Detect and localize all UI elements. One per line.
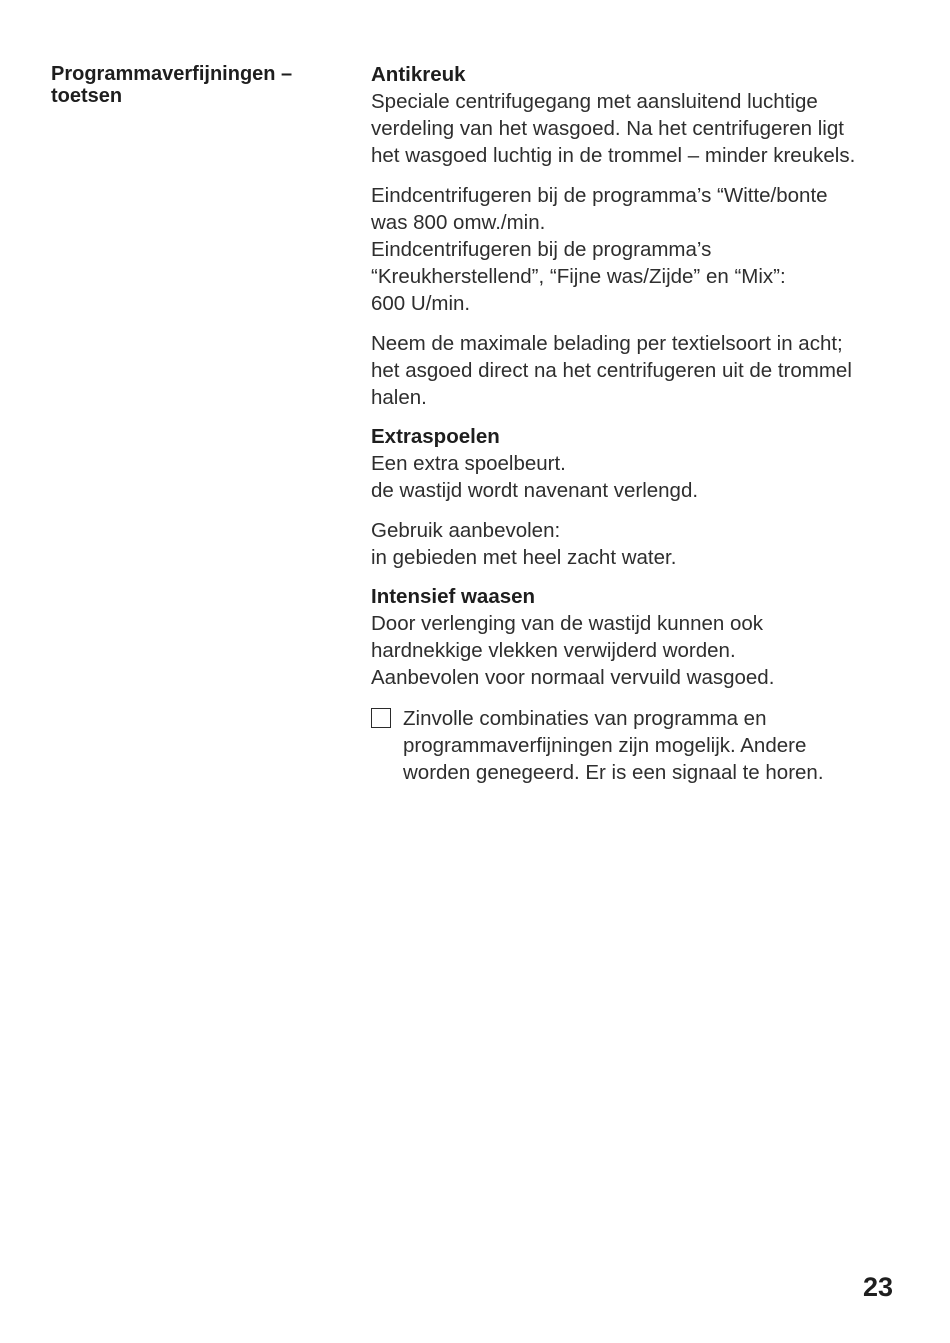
intensief-title: Intensief waasen xyxy=(371,585,536,608)
note-box-icon xyxy=(371,708,391,728)
text-line: het asgoed direct na het centrifugeren uit de trommel xyxy=(371,359,852,382)
text-line: Neem de maximale belading per textielsoort in acht; xyxy=(371,332,843,355)
intensief-paragraph-1 xyxy=(371,610,916,691)
extraspoelen-paragraph-2 xyxy=(371,517,916,571)
text-line: Aanbevolen voor normaal vervuild wasgoed. xyxy=(371,666,775,689)
antikreuk-section xyxy=(371,61,916,411)
text-line: hardnekkige vlekken verwijderd worden. xyxy=(371,639,736,662)
antikreuk-paragraph-2 xyxy=(371,182,916,317)
text-line: Eindcentrifugeren bij de programma’s xyxy=(371,238,712,261)
text-line: Eindcentrifugeren bij de programma’s “Witte/bonte xyxy=(371,184,828,207)
text-line: programmaverfijningen zijn mogelijk. Andere xyxy=(403,734,807,757)
note-block xyxy=(371,705,916,786)
antikreuk-title: Antikreuk xyxy=(371,63,466,86)
text-line: verdeling van het wasgoed. Na het centrifugeren ligt xyxy=(371,117,844,140)
text-line: Een extra spoelbeurt. xyxy=(371,452,566,475)
section-heading xyxy=(51,63,341,107)
page-number: 23 xyxy=(862,1272,893,1302)
text-line: de wastijd wordt navenant verlengd. xyxy=(371,479,699,502)
section-heading-line-2: toetsen xyxy=(51,85,123,107)
extraspoelen-section xyxy=(371,423,916,571)
text-line: Zinvolle combinaties van programma en xyxy=(403,707,767,730)
text-line: het wasgoed luchtig in de trommel – minder kreukels. xyxy=(371,144,856,167)
text-line: Speciale centrifugegang met aansluitend luchtige xyxy=(371,90,818,113)
text-line: 600 U/min. xyxy=(371,292,471,315)
text-line: was 800 omw./min. xyxy=(371,211,546,234)
antikreuk-paragraph-3 xyxy=(371,330,916,411)
intensief-section xyxy=(371,583,916,691)
antikreuk-paragraph-1 xyxy=(371,88,916,169)
section-heading-line-1: Programmaverfijningen – xyxy=(51,63,293,85)
text-line: in gebieden met heel zacht water. xyxy=(371,546,677,569)
main-column xyxy=(371,61,916,786)
text-line: halen. xyxy=(371,386,427,409)
text-line: Gebruik aanbevolen: xyxy=(371,519,561,542)
text-line: “Kreukherstellend”, “Fijne was/Zijde” en “Mix”: xyxy=(371,265,786,288)
extraspoelen-title: Extraspoelen xyxy=(371,425,500,448)
text-line: Door verlenging van de wastijd kunnen ook xyxy=(371,612,764,635)
text-line: worden genegeerd. Er is een signaal te horen. xyxy=(403,761,824,784)
extraspoelen-paragraph-1 xyxy=(371,450,916,504)
